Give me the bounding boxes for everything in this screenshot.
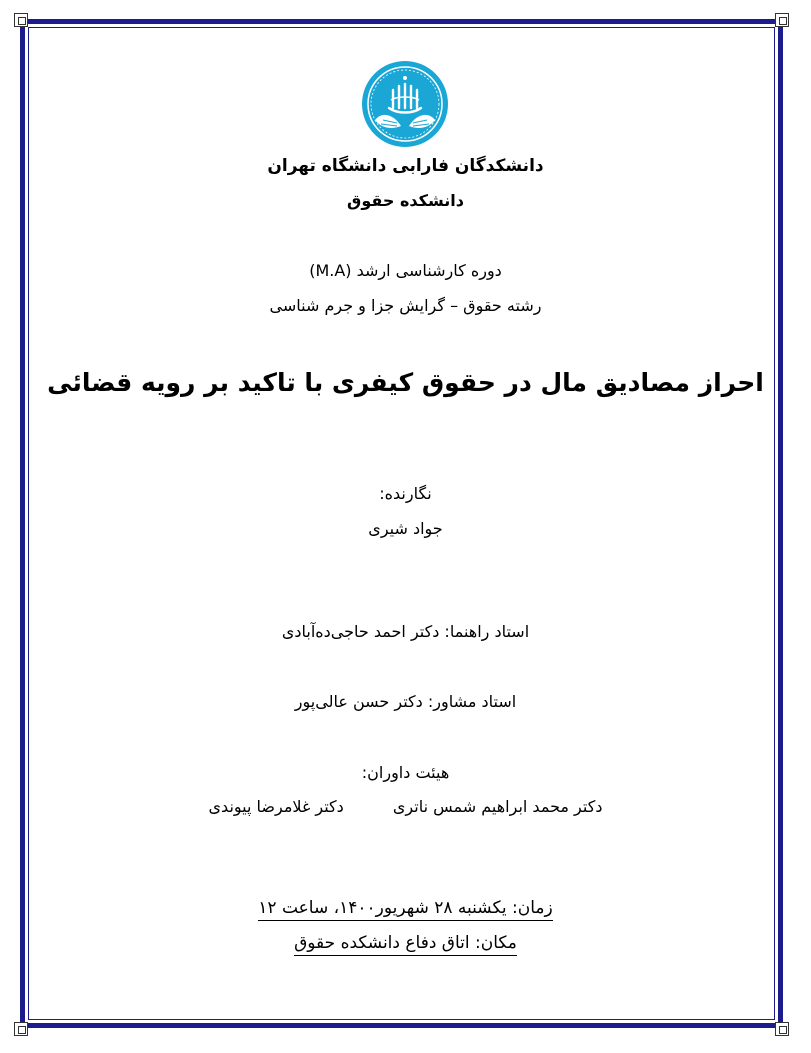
- degree-field: رشته حقوق – گرایش جزا و جرم شناسی: [269, 296, 542, 315]
- jury-member-2: دکتر غلامرضا پیوندی: [208, 797, 344, 816]
- jury-members: [0, 797, 811, 816]
- jury-label: هیئت داوران:: [361, 763, 450, 782]
- author-name: جواد شیری: [368, 519, 443, 538]
- author-label: نگارنده:: [379, 484, 432, 503]
- thesis-title: احراز مصادیق مال در حقوق کیفری با تاکید بر رویه قضائی: [47, 368, 764, 397]
- corner-ornament-bottom-right: [775, 1022, 789, 1036]
- corner-ornament-bottom-left: [14, 1022, 28, 1036]
- defense-time-row: [0, 898, 811, 918]
- jury-member-1: دکتر محمد ابراهیم شمس ناتری: [392, 797, 603, 816]
- university-name: دانشکدگان فارابی دانشگاه تهران: [267, 156, 544, 176]
- defense-place: مکان: اتاق دفاع دانشکده حقوق: [294, 933, 517, 956]
- university-logo: [361, 60, 449, 148]
- degree-course: دوره کارشناسی ارشد (M.A): [309, 261, 502, 280]
- university-of-tehran-seal-icon: [361, 60, 449, 148]
- corner-ornament-top-left: [14, 13, 28, 27]
- corner-ornament-top-right: [775, 13, 789, 27]
- supervisor-line: استاد راهنما: دکتر احمد حاجی‌ده‌آبادی: [281, 622, 530, 641]
- faculty-name: دانشکده حقوق: [347, 191, 464, 210]
- defense-time: زمان: یکشنبه ۲۸ شهریور۱۴۰۰، ساعت ۱۲: [258, 898, 552, 921]
- defense-place-row: [0, 933, 811, 953]
- advisor-line: استاد مشاور: دکتر حسن عالی‌پور: [294, 692, 517, 711]
